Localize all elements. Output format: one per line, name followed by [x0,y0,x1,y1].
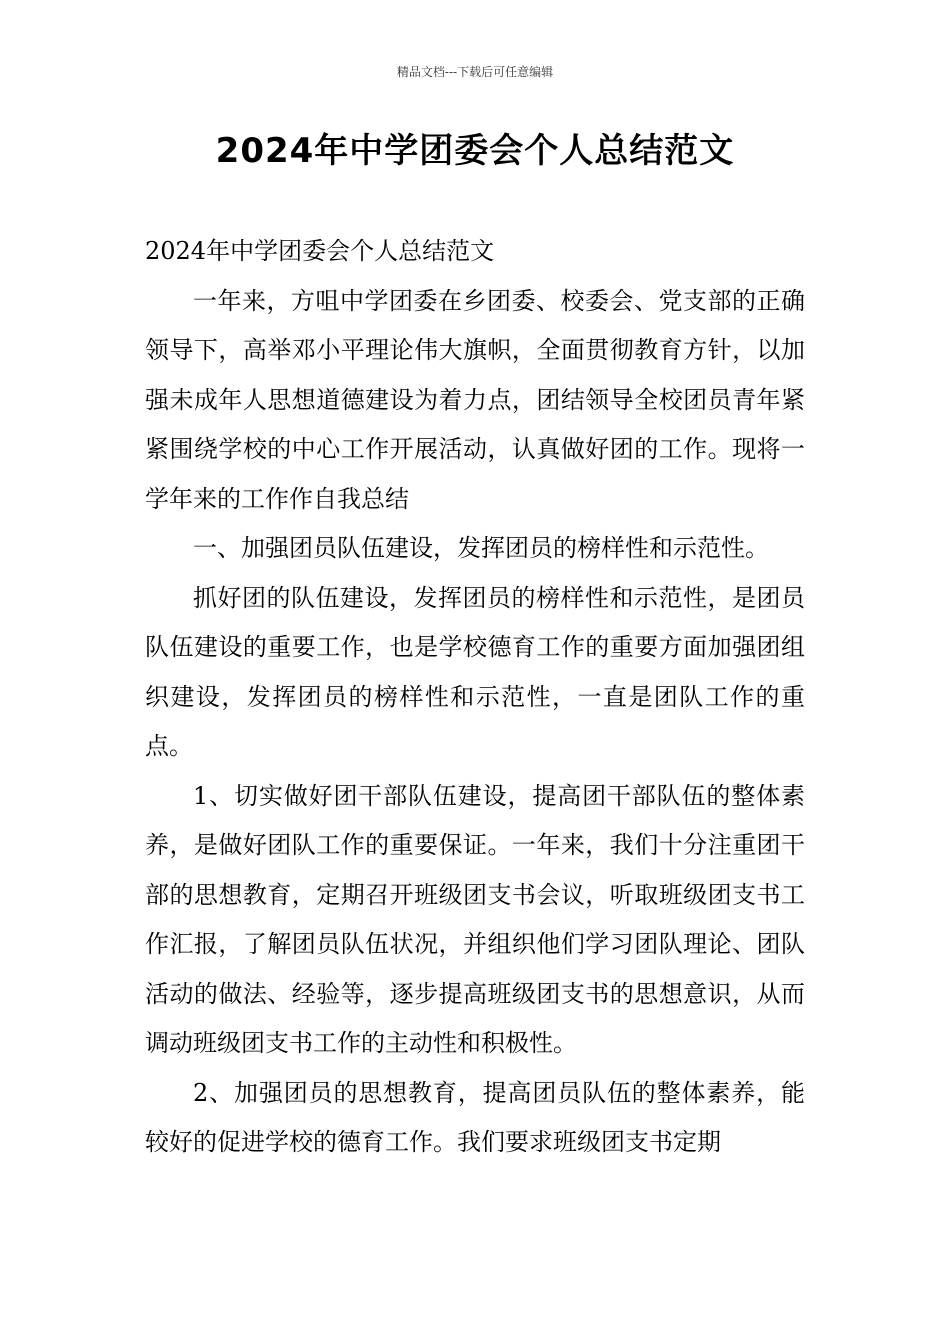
body-subtitle: 2024年中学团委会个人总结范文 [145,237,495,265]
section-heading-1: 一、加强团员队伍建设，发挥团员的榜样性和示范性。 [193,534,769,562]
document-body [145,227,805,1168]
paragraph-item-1: 1、切实做好团干部队伍建设，提高团干部队伍的整体素养，是做好团队工作的重要保证。一年来，我们十分注重团干部的思想教育，定期召开班级团支书会议，听取班级团支书工作汇报，了解团员队伍状况，并组织他们学习团队理论、团队活动的做法、经验等，逐步提高班级团支书的思想意识，从而调动班级团支书工作的主动性和积极性。 [145,781,805,1057]
paragraph-item-2: 2、加强团员的思想教育，提高团员队伍的整体素养，能较好的促进学校的德育工作。我们要求班级团支书定期 [145,1078,805,1156]
paragraph-intro: 一年来，方咀中学团委在乡团委、校委会、党支部的正确领导下，高举邓小平理论伟大旗帜，全面贯彻教育方针，以加强未成年人思想道德建设为着力点，团结领导全校团员青年紧紧围绕学校的中心工作开展活动，认真做好团的工作。现将一学年来的工作作自我总结 [145,286,805,513]
paragraph-section-1: 抓好团的队伍建设，发挥团员的榜样性和示范性，是团员队伍建设的重要工作，也是学校德育工作的重要方面加强团组织建设，发挥团员的榜样性和示范性，一直是团队工作的重点。 [145,583,805,760]
document-title: 2024年中学团委会个人总结范文 [215,131,735,171]
header-note: 精品文档---下载后可任意编辑 [396,65,554,79]
